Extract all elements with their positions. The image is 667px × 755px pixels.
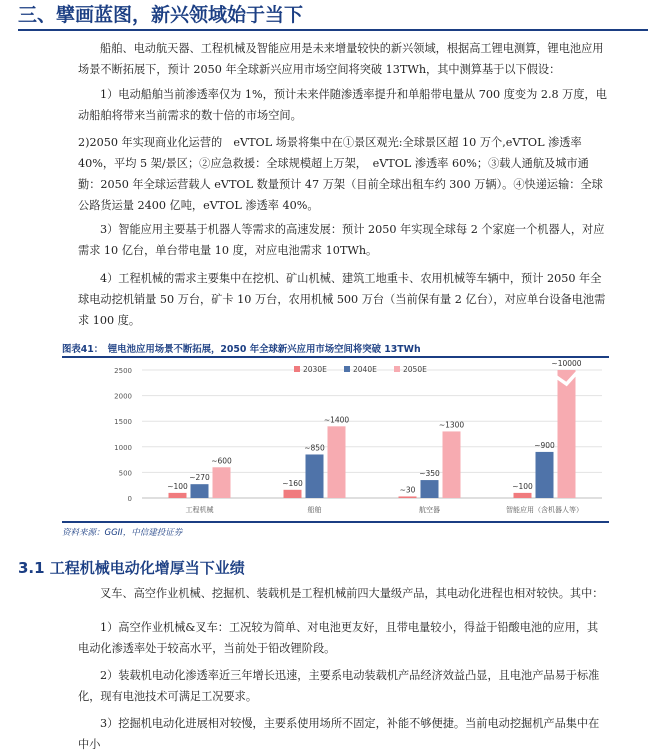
data-label: ~600	[211, 456, 232, 466]
bar-2030E-1	[284, 490, 302, 498]
data-label: ~900	[534, 440, 555, 450]
y-tick-label: 2000	[114, 392, 132, 401]
y-tick-label: 0	[127, 495, 132, 503]
chart-legend	[294, 365, 427, 374]
data-label: ~1400	[323, 415, 350, 425]
data-label: ~160	[282, 478, 303, 488]
assumption-4: 4）工程机械的需求主要集中在挖机、矿山机械、建筑工地重卡、农用机械等车辆中，预计 2050 年全球电动挖机销量 50 万台，矿卡 10 万台，农用机械 500 万台（当前保有量 2 亿台），对应单台设备电池需求 100 度。	[78, 272, 606, 327]
section-title: 三、擘画蓝图，新兴领域始于当下	[18, 4, 304, 26]
x-category-label: 船舶	[307, 506, 322, 514]
assumption-1: 1）电动船舶当前渗透率仅为 1%，预计未来伴随渗透率提升和单船带电量从 700 度变为 2.8 万度，电动船舶将带来当前需求的数十倍的市场空间。	[78, 88, 607, 122]
assumption-3: 3）智能应用主要基于机器人等需求的高速发展：预计 2050 年实现全球每 2 个家庭一个机器人，对应需求 10 亿台，单台带电量 10 度，对应电池需求 10TWh。	[78, 223, 605, 257]
bar-2040E-1	[306, 454, 324, 498]
x-category-label: 智能应用（含机器人等）	[506, 506, 583, 514]
bar-2030E-2	[399, 496, 417, 498]
bar-2050E-3	[558, 370, 576, 498]
y-tick-label: 1500	[114, 418, 132, 427]
data-label: ~850	[304, 443, 325, 453]
y-tick-label: 1000	[114, 443, 132, 452]
bar-2040E-3	[536, 452, 554, 498]
data-label: ~100	[512, 481, 533, 491]
x-category-label: 航空器	[419, 506, 440, 514]
bar-2030E-0	[169, 493, 187, 498]
bar-2040E-0	[191, 484, 209, 498]
x-category-label: 工程机械	[185, 506, 214, 514]
assumption-2: 2)2050 年实现商业化运营的 eVTOL 场景将集中在①景区观光:全球景区超 10 万个,eVTOL 渗透率 40%，平均 5 架/景区；②应急救援：全球规模超上万架， eVTOL 渗透率 60%；③载人通航及城市通勤：2050 年全球运营载人 eVTOL 数量预计 47 万架（目前全球出租车约 300 万辆）。④快递运输：全球公路货运量 2400 亿吨，eVTOL 渗透率 40%。	[78, 136, 603, 212]
legend-label: 2050E	[403, 365, 427, 374]
data-label: ~1300	[438, 420, 465, 430]
legend-swatch	[294, 366, 300, 372]
legend-label: 2030E	[303, 365, 327, 374]
chart-bars	[167, 359, 582, 498]
data-label: ~270	[189, 473, 210, 483]
subsection-title: 3.1 工程机械电动化增厚当下业绩	[18, 559, 245, 577]
bar-2050E-2	[443, 431, 461, 498]
data-label: ~10000	[551, 359, 582, 368]
data-label: ~100	[167, 481, 188, 491]
figure-source: 资料来源：GGII，中信建投证券	[62, 528, 183, 538]
sub-point-2: 2）装载机电动化渗透率近三年增长迅速，主要系电动装载机产品经济效益凸显，且电池产品易于标准化，现有电池技术可满足工况要求。	[78, 669, 600, 703]
y-tick-label: 2500	[114, 367, 132, 375]
data-label: ~350	[419, 469, 440, 479]
legend-swatch	[344, 366, 350, 372]
section-title-rule	[18, 29, 648, 31]
intro-paragraph: 船舶、电动航天器、工程机械及智能应用是未来增量较快的新兴领域，根据高工锂电测算，锂电池应用场景不断拓展下，预计 2050 年全球新兴应用市场空间将突破 13TWh，其中测算基于以下假设：	[78, 42, 604, 76]
sub-point-3: 3）挖掘机电动化进展相对较慢，主要系使用场所不固定，补能不够便捷。当前电动挖掘机产品集中在中小	[78, 717, 600, 751]
bar-2050E-1	[328, 426, 346, 498]
sub-point-1: 1）高空作业机械&叉车：工况较为简单、对电池更友好，且带电量较小，得益于铅酸电池的应用，其电动化渗透率处于较高水平，当前处于铅改锂阶段。	[78, 621, 599, 655]
bar-chart	[62, 358, 609, 521]
figure-bottom-rule	[62, 521, 609, 523]
chart-x-labels	[186, 505, 584, 514]
bar-2040E-2	[421, 480, 439, 498]
chart-y-ticks	[114, 367, 132, 503]
sub-intro: 叉车、高空作业机械、挖掘机、装载机是工程机械前四大量级产品，其电动化进程也相对较快。其中：	[100, 587, 604, 600]
data-label: ~30	[399, 485, 416, 495]
legend-label: 2040E	[353, 365, 377, 374]
bar-2050E-0	[213, 467, 231, 498]
bar-2030E-3	[514, 493, 532, 498]
y-tick-label: 500	[118, 469, 132, 478]
figure-title: 图表41： 锂电池应用场景不断拓展，2050 年全球新兴应用市场空间将突破 13TWh	[62, 344, 421, 355]
chart-gridlines	[142, 370, 602, 498]
legend-swatch	[394, 366, 400, 372]
